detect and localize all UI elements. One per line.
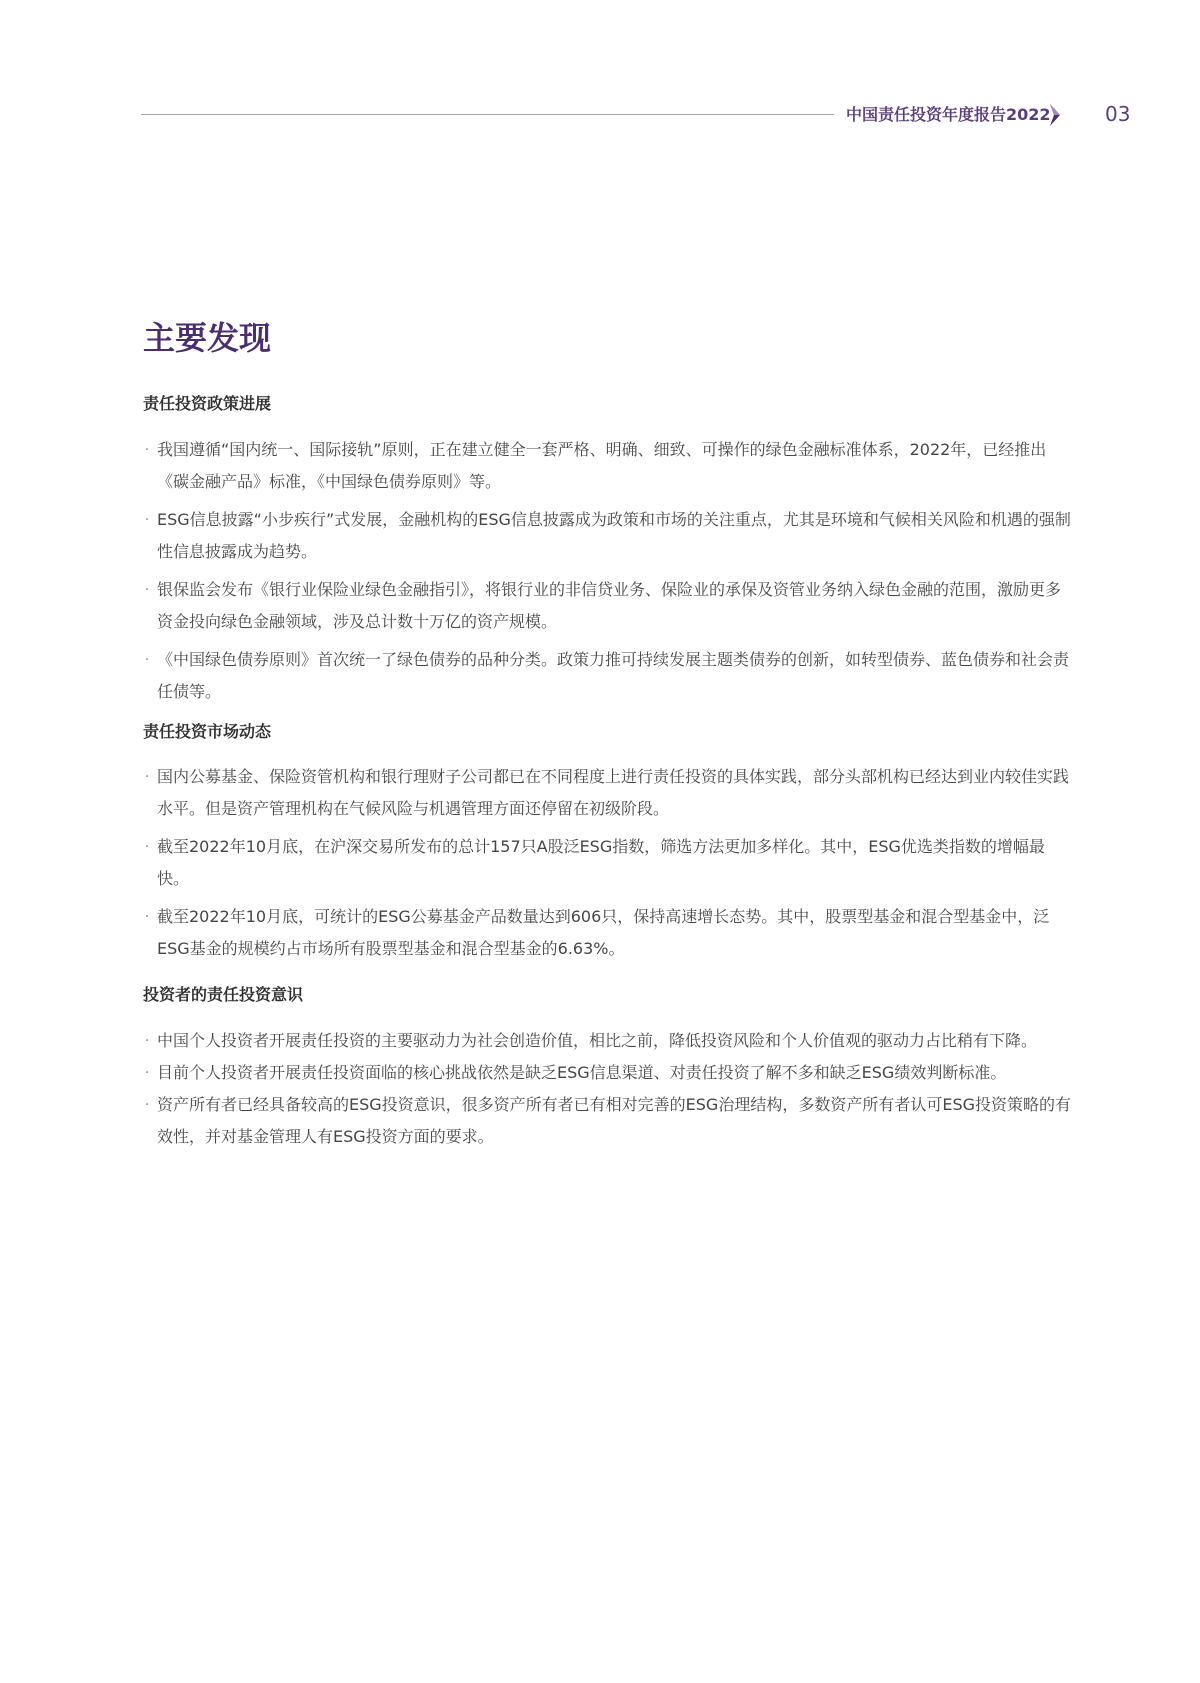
- list-item: [141, 504, 1071, 568]
- list-item: [141, 644, 1071, 708]
- item-text: 截至2022年10月底，在沪深交易所发布的总计157只A股泛ESG指数，筛选方法更加多样化。其中，ESG优选类指数的增幅最快。: [157, 837, 1045, 888]
- item-text: ESG信息披露“小步疾行”式发展，金融机构的ESG信息披露成为政策和市场的关注重点，尤其是环境和气候相关风险和机遇的强制性信息披露成为趋势。: [157, 510, 1071, 561]
- page-title: 主要发现: [143, 319, 272, 357]
- list-item: [141, 574, 1071, 638]
- findings-list: [141, 434, 1071, 708]
- item-text: 资产所有者已经具备较高的ESG投资意识，很多资产所有者已有相对完善的ESG治理结构，多数资产所有者认可ESG投资策略的有效性，并对基金管理人有ESG投资方面的要求。: [157, 1095, 1071, 1146]
- list-item: [141, 901, 1071, 965]
- header-divider: [141, 114, 834, 115]
- item-text: 截至2022年10月底，可统计的ESG公募基金产品数量达到606只，保持高速增长态势。其中，股票型基金和混合型基金中，泛ESG基金的规模约占市场所有股票型基金和混合型基金的6.63%。: [157, 907, 1050, 958]
- item-text: 我国遵循“国内统一、国际接轨”原则，正在建立健全一套严格、明确、细致、可操作的绿色金融标准体系，2022年，已经推出《碳金融产品》标准，《中国绿色债券原则》等。: [157, 440, 1047, 491]
- list-item: [141, 1025, 1071, 1057]
- bullet-dot-icon: ·: [144, 769, 150, 785]
- item-text: 目前个人投资者开展责任投资面临的核心挑战依然是缺乏ESG信息渠道、对责任投资了解不多和缺乏ESG绩效判断标准。: [157, 1063, 1007, 1082]
- bullet-dot-icon: ·: [144, 652, 150, 668]
- bullet-dot-icon: ·: [144, 1097, 150, 1113]
- list-item: [141, 1057, 1071, 1089]
- section-market-dynamics: [141, 720, 1071, 965]
- bullet-dot-icon: ·: [144, 1065, 150, 1081]
- section-heading: 责任投资政策进展: [143, 394, 272, 413]
- section-investor-awareness: [141, 983, 1071, 1153]
- section-policy-progress: [141, 392, 1071, 708]
- list-item: [141, 434, 1071, 498]
- item-text: 《中国绿色债券原则》首次统一了绿色债券的品种分类。政策力推可持续发展主题类债券的创新，如转型债券、蓝色债券和社会责任债等。: [157, 650, 1070, 701]
- findings-list: [141, 761, 1071, 965]
- section-heading: 责任投资市场动态: [143, 722, 272, 741]
- chevron-right-icon: [1049, 103, 1061, 127]
- page-number: 03: [1105, 102, 1131, 126]
- findings-list: [141, 1025, 1071, 1153]
- item-text: 国内公募基金、保险资管机构和银行理财子公司都已在不同程度上进行责任投资的具体实践，部分头部机构已经达到业内较佳实践水平。但是资产管理机构在气候风险与机遇管理方面还停留在初级阶段。: [157, 767, 1070, 818]
- bullet-dot-icon: ·: [144, 839, 150, 855]
- report-title: 中国责任投资年度报告2022: [846, 105, 1051, 124]
- item-text: 中国个人投资者开展责任投资的主要驱动力为社会创造价值，相比之前，降低投资风险和个人价值观的驱动力占比稍有下降。: [157, 1031, 1038, 1050]
- list-item: [141, 761, 1071, 825]
- bullet-dot-icon: ·: [144, 582, 150, 598]
- item-text: 银保监会发布《银行业保险业绿色金融指引》，将银行业的非信贷业务、保险业的承保及资管业务纳入绿色金融的范围，激励更多资金投向绿色金融领域，涉及总计数十万亿的资产规模。: [157, 580, 1062, 631]
- main-content: [141, 392, 1071, 1153]
- bullet-dot-icon: ·: [144, 909, 150, 925]
- bullet-dot-icon: ·: [144, 512, 150, 528]
- bullet-dot-icon: ·: [144, 442, 150, 458]
- list-item: [141, 831, 1071, 895]
- list-item: [141, 1089, 1071, 1153]
- section-heading: 投资者的责任投资意识: [143, 985, 304, 1004]
- bullet-dot-icon: ·: [144, 1033, 150, 1049]
